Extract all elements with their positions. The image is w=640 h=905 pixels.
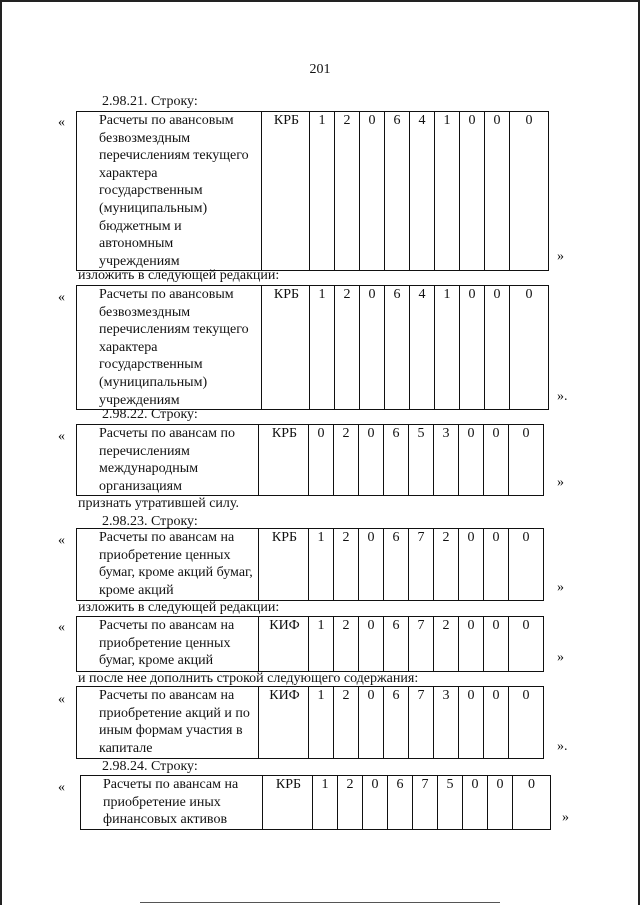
row-digit: 0 — [484, 425, 509, 496]
row-name: Расчеты по авансам на приобретение иных финансовых активов — [81, 776, 263, 830]
close-quote-dot: ». — [557, 739, 568, 754]
open-quote: « — [58, 115, 65, 130]
row-digit: 0 — [484, 617, 509, 672]
row-digit: 1 — [435, 112, 460, 271]
instruction-invalid: признать утратившей силу. — [78, 496, 239, 511]
row-digit: 3 — [434, 425, 459, 496]
row-digit: 0 — [463, 776, 488, 830]
row-digit: 0 — [359, 617, 384, 672]
instruction-add-after: и после нее дополнить строкой следующего содержания: — [78, 671, 419, 686]
row-digit: 0 — [509, 529, 544, 601]
section-heading-2-98-23: 2.98.23. Строку: — [102, 514, 198, 529]
row-digit: 2 — [335, 286, 360, 410]
row-code: КРБ — [263, 776, 313, 830]
row-digit: 0 — [359, 687, 384, 759]
table-row-4 — [76, 528, 544, 601]
row-digit: 1 — [313, 776, 338, 830]
open-quote: « — [58, 780, 65, 795]
row-digit: 0 — [459, 529, 484, 601]
close-quote: » — [562, 810, 569, 825]
table-row-3 — [76, 424, 544, 496]
row-digit: 6 — [385, 112, 410, 271]
row-digit: 0 — [459, 425, 484, 496]
row-digit: 0 — [359, 425, 384, 496]
row-code: КРБ — [262, 112, 310, 271]
row-digit: 7 — [409, 529, 434, 601]
page-border-bottom — [140, 902, 500, 903]
row-digit: 2 — [434, 617, 459, 672]
row-name: Расчеты по авансам по перечислениям международным организациям — [77, 425, 259, 496]
row-digit: 2 — [334, 529, 359, 601]
row-digit: 6 — [388, 776, 413, 830]
instruction-replace: изложить в следующей редакции: — [78, 268, 280, 283]
row-digit: 1 — [310, 112, 335, 271]
row-name: Расчеты по авансовым безвозмездным перечислениям текущего характера государственным (муниципальным) бюджетным и автономным учреждениям — [77, 112, 262, 271]
row-code: КИФ — [259, 687, 309, 759]
row-name: Расчеты по авансам на приобретение ценных бумаг, кроме акций — [77, 617, 259, 672]
row-digit: 6 — [384, 529, 409, 601]
row-digit: 5 — [438, 776, 463, 830]
open-quote: « — [58, 290, 65, 305]
instruction-replace: изложить в следующей редакции: — [78, 600, 280, 615]
row-digit: 1 — [309, 529, 334, 601]
row-digit: 0 — [460, 286, 485, 410]
close-quote-dot: ». — [557, 389, 568, 404]
row-digit: 2 — [335, 112, 360, 271]
page-number: 201 — [309, 62, 331, 77]
row-name: Расчеты по авансам на приобретение ценных бумаг, кроме акций бумаг, кроме акций — [77, 529, 259, 601]
section-heading-2-98-24: 2.98.24. Строку: — [102, 759, 198, 774]
table-row-6 — [76, 686, 544, 759]
row-name: Расчеты по авансовым безвозмездным перечислениям текущего характера государственным (муниципальным) учреждениям — [77, 286, 262, 410]
open-quote: « — [58, 692, 65, 707]
row-digit: 0 — [459, 617, 484, 672]
table-row-5 — [76, 616, 544, 672]
page-border-top — [0, 0, 640, 2]
row-digit: 6 — [385, 286, 410, 410]
open-quote: « — [58, 620, 65, 635]
table-row-2 — [76, 285, 549, 410]
close-quote: » — [557, 475, 564, 490]
row-digit: 7 — [409, 617, 434, 672]
row-digit: 0 — [488, 776, 513, 830]
row-digit: 0 — [360, 286, 385, 410]
page-border-left — [0, 0, 2, 905]
row-digit: 1 — [309, 687, 334, 759]
row-digit: 2 — [338, 776, 363, 830]
table-row-1 — [76, 111, 549, 271]
row-digit: 0 — [509, 617, 544, 672]
row-digit: 0 — [513, 776, 551, 830]
row-digit: 0 — [360, 112, 385, 271]
row-digit: 4 — [410, 286, 435, 410]
row-digit: 0 — [510, 112, 549, 271]
row-digit: 6 — [384, 425, 409, 496]
section-heading-2-98-21: 2.98.21. Строку: — [102, 94, 198, 109]
row-digit: 0 — [485, 112, 510, 271]
row-digit: 5 — [409, 425, 434, 496]
row-code: КРБ — [259, 425, 309, 496]
close-quote: » — [557, 650, 564, 665]
row-digit: 2 — [334, 425, 359, 496]
row-digit: 4 — [410, 112, 435, 271]
row-code: КРБ — [259, 529, 309, 601]
row-digit: 1 — [309, 617, 334, 672]
row-digit: 3 — [434, 687, 459, 759]
row-digit: 0 — [459, 687, 484, 759]
row-code: КИФ — [259, 617, 309, 672]
close-quote: » — [557, 249, 564, 264]
row-digit: 2 — [434, 529, 459, 601]
row-digit: 7 — [413, 776, 438, 830]
row-digit: 0 — [309, 425, 334, 496]
open-quote: « — [58, 533, 65, 548]
section-heading-2-98-22: 2.98.22. Строку: — [102, 407, 198, 422]
row-digit: 7 — [409, 687, 434, 759]
open-quote: « — [58, 429, 65, 444]
row-digit: 1 — [310, 286, 335, 410]
row-digit: 0 — [359, 529, 384, 601]
row-digit: 1 — [435, 286, 460, 410]
close-quote: » — [557, 580, 564, 595]
row-digit: 6 — [384, 687, 409, 759]
row-digit: 0 — [485, 286, 510, 410]
row-digit: 0 — [509, 687, 544, 759]
row-code: КРБ — [262, 286, 310, 410]
table-row-7 — [80, 775, 551, 830]
row-digit: 0 — [510, 286, 549, 410]
row-digit: 0 — [509, 425, 544, 496]
row-digit: 0 — [363, 776, 388, 830]
row-digit: 6 — [384, 617, 409, 672]
row-digit: 0 — [460, 112, 485, 271]
row-digit: 0 — [484, 687, 509, 759]
row-digit: 2 — [334, 687, 359, 759]
row-name: Расчеты по авансам на приобретение акций и по иным формам участия в капитале — [77, 687, 259, 759]
row-digit: 2 — [334, 617, 359, 672]
row-digit: 0 — [484, 529, 509, 601]
